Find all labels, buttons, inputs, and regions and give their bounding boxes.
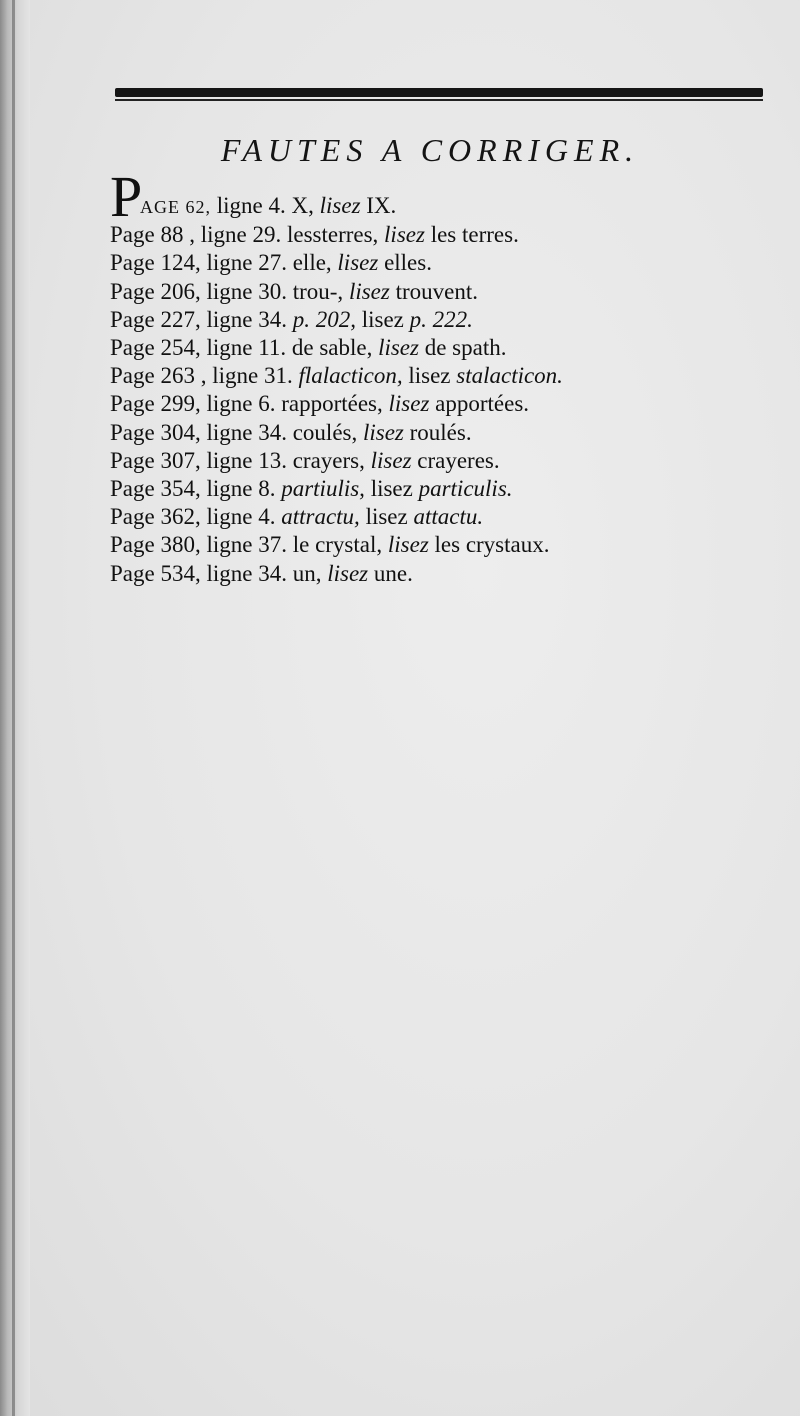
entry-line: ligne 34. [206,306,287,332]
entry-lisez: lisez [348,278,390,304]
entry-line: ligne 29. [200,222,282,248]
entry-lisez: lisez [370,476,413,502]
entry-wrong-text: le crystal, [292,532,383,558]
entry-correct-text: particulis. [418,476,513,502]
entry-line: ligne 11. [206,335,287,361]
entry-correct-text: IX. [366,193,397,218]
entry-wrong-text: partiulis, [281,476,365,502]
entry-lisez: lisez [370,447,412,473]
entry-line: ligne 37. [206,532,287,558]
header-rule-thin [115,99,763,101]
entry-lisez: lisez [365,504,408,530]
entry-lisez: lisez [362,419,404,445]
entry-page: AGE 62, [140,197,211,217]
entry-line: ligne 31. [212,363,293,389]
entry-correct-text: apportées. [435,391,530,417]
entry-correct-text: crayeres. [417,447,500,473]
entry-page: Page 304, [110,419,201,445]
entry-wrong-text: attractu, [281,504,360,530]
errata-entry [110,164,780,229]
entry-page: Page 88 , [110,222,195,248]
entry-wrong-text: coulés, [292,419,358,445]
entry-lisez: lisez [337,250,379,276]
errata-list [110,164,780,588]
entry-page: Page 380, [110,532,201,558]
entry-line: ligne 6. [206,391,276,417]
entry-wrong-text: X, [291,193,314,218]
entry-correct-text: stalacticon. [456,363,563,389]
entry-correct-text: p. 222. [409,306,473,332]
errata-entry [110,306,780,334]
entry-page: Page 254, [110,335,201,361]
entry-lisez: lisez [361,306,404,332]
errata-entry [110,362,780,390]
errata-entry [110,475,780,503]
entry-correct-text: de spath. [424,335,507,361]
entry-lisez: lisez [387,532,429,558]
entry-correct-text: une. [373,560,413,586]
entry-line: ligne 13. [206,447,287,473]
drop-cap: P [110,164,143,229]
entry-page: Page 354, [110,476,201,502]
entry-wrong-text: un, [292,560,322,586]
entry-wrong-text: elle, [292,250,332,276]
entry-correct-text: attactu. [413,504,484,530]
entry-line: ligne 4. [206,504,276,530]
book-gutter [0,0,30,1416]
errata-entry [110,390,780,418]
entry-wrong-text: trou-, [292,278,344,304]
gutter-fold-line [12,0,15,1416]
entry-wrong-text: p. 202, [292,306,356,332]
entry-lisez: lisez [388,391,430,417]
errata-entry [110,531,780,559]
entry-line: ligne 4. [216,193,286,218]
entry-page: Page 124, [110,250,201,276]
entry-lisez: lisez [378,335,419,361]
entry-lisez: lisez [319,193,361,218]
entry-page: Page 299, [110,391,201,417]
entry-page: Page 227, [110,306,201,332]
entry-line: ligne 8. [206,476,276,502]
errata-entry [110,447,780,475]
entry-page: Page 307, [110,447,201,473]
entry-wrong-text: flalacticon, [298,363,403,389]
errata-entry [110,503,780,531]
errata-entry [110,221,780,249]
entry-wrong-text: lessterres, [286,222,379,248]
entry-page: Page 534, [110,560,201,586]
errata-entry [110,419,780,447]
entry-line: ligne 30. [206,278,287,304]
entry-page: Page 206, [110,278,201,304]
header-rule-thick [115,88,763,97]
entry-correct-text: elles. [384,250,432,276]
page-title: FAUTES A CORRIGER. [220,132,640,168]
entry-wrong-text: crayers, [292,447,365,473]
entry-line: ligne 27. [206,250,287,276]
errata-entry [110,334,780,362]
entry-lisez: lisez [327,560,369,586]
entry-correct-text: roulés. [409,419,472,445]
errata-entry [110,278,780,306]
entry-lisez: lisez [384,222,425,248]
entry-line: ligne 34. [206,560,287,586]
entry-wrong-text: rapportées, [281,391,383,417]
entry-page: Page 362, [110,504,201,530]
errata-entry [110,249,780,277]
entry-page: Page 263 , [110,363,207,389]
entry-correct-text: les crystaux. [434,532,550,558]
entry-line: ligne 34. [206,419,287,445]
errata-entry [110,560,780,588]
entry-lisez: lisez [408,363,451,389]
entry-correct-text: trouvent. [395,278,478,304]
entry-wrong-text: de sable, [291,335,373,361]
entry-correct-text: les terres. [430,222,519,248]
